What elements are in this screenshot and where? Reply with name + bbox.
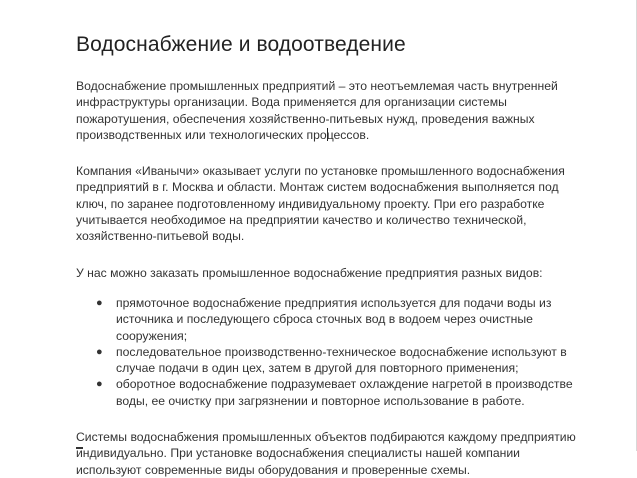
intro-paragraph [76, 78, 581, 143]
list-item [96, 295, 581, 344]
list-item-text: оборотное водоснабжение подразумевает охлаждение нагретой в производстве воды, ее очистку при загрязнении и повторное использование в работе. [116, 377, 573, 408]
list-item [96, 376, 581, 409]
list-item-text: прямоточное водоснабжение предприятия используется для подачи воды из источника и последующего сброса сточных вод в водоем через очистные сооружения; [116, 295, 552, 343]
list-item [96, 344, 581, 377]
company-paragraph: Компания «Иванычи» оказывает услуги по установке промышленного водоснабжения предприятий в г. Москва и области. Монтаж систем водоснабжения выполняется под ключ, по заранее подготовленному индивидуальному проекту. При его разработке учитывается необходимое на предприятии качество и количество технической, хозяйственно-питьевой воды. [76, 164, 565, 244]
list-item-text: последовательное производственно-техническое водоснабжение используют в случае подачи в один цех, затем в другой для повторного применения; [116, 344, 567, 376]
intro-text-end: цессов. [326, 127, 370, 142]
bullet-icon: ● [96, 378, 103, 391]
closing-paragraph: Системы водоснабжения промышленных объектов подбираются каждому предприятию индивидуально. При установке водоснабжения специалисты нашей компании используют современные виды оборудования и проверенные схемы. [76, 430, 576, 477]
water-supply-types-list [76, 295, 581, 409]
bullet-icon: ● [96, 296, 103, 309]
next-heading-fragment [76, 447, 83, 453]
intro-text-start: Водоснабжение промышленных предприятий – это неотъемлемая часть внутренней инфраструктуры организации. Вода применяется для организации системы пожаротушения, обеспечения хозяйственно-питьевых нужд, проведения важных производственных или технологических про [76, 79, 558, 142]
list-intro-paragraph: У нас можно заказать промышленное водоснабжение предприятия разных видов: [76, 265, 543, 280]
page-title: Водоснабжение и водоотведение [76, 33, 406, 56]
bullet-icon: ● [96, 345, 103, 358]
